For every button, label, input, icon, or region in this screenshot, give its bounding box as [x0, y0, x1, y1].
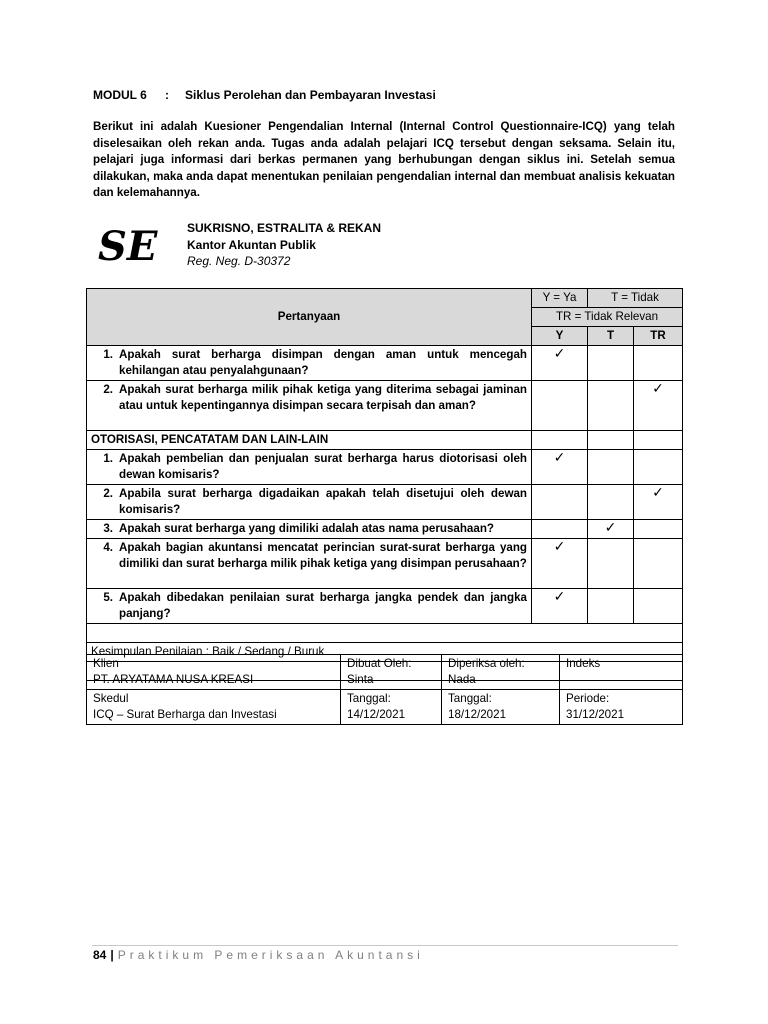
- question-text: Apakah dibedakan penilaian surat berharga jangka pendek dan jangka panjang?: [119, 591, 527, 620]
- question-row: [87, 485, 683, 520]
- reviewed-date-label: Tanggal:: [448, 692, 492, 705]
- firm-logo: [97, 222, 177, 270]
- prepared-date-label: Tanggal:: [347, 692, 391, 705]
- reviewed-by-value: Nada: [448, 673, 476, 686]
- question-text: Apakah surat berharga yang dimiliki adalah atas nama perusahaan?: [119, 522, 494, 535]
- index-label: Indeks: [566, 657, 601, 670]
- intro-paragraph: Berikut ini adalah Kuesioner Pengendalian Internal (Internal Control Questionnaire-ICQ) yang telah diselesaikan oleh rekan anda. Tugas anda adalah pelajari ICQ tersebut dengan seksama. Selain itu, pelajari juga informasi dari berkas permanen yang berhubungan dengan siklus ini. Setelah semua dilakukan, maka anda dapat menentukan penilaian pengendalian internal dan membuat analisis kekuatan dan kelemahannya.: [93, 120, 675, 199]
- question-text: Apabila surat berharga digadaikan apakah telah disetujui oleh dewan komisaris?: [119, 487, 527, 516]
- firm-type: Kantor Akuntan Publik: [187, 237, 316, 252]
- question-text: Apakah pembelian dan penjualan surat berharga harus diotorisasi oleh dewan komisaris?: [119, 452, 527, 481]
- module-title: Siklus Perolehan dan Pembayaran Investasi: [185, 88, 436, 102]
- page-footer: [93, 948, 424, 962]
- question-text: Apakah bagian akuntansi mencatat perincian surat-surat berharga yang dimiliki dan surat berharga milik pihak ketiga yang disimpan perusahaan?: [119, 541, 527, 570]
- question-text: Apakah surat berharga milik pihak ketiga yang diterima sebagai jaminan atau untuk kepentingannya disimpan secara terpisah dan aman?: [119, 383, 527, 412]
- conclusion-text: Kesimpulan Penilaian : Baik / Sedang / Buruk: [87, 643, 683, 662]
- firm-name: SUKRISNO, ESTRALITA & REKAN: [187, 221, 382, 235]
- reviewed-by-label: Diperiksa oleh:: [448, 657, 525, 670]
- reviewed-date-value: 18/12/2021: [448, 708, 507, 721]
- schedule-label: Skedul: [93, 692, 129, 705]
- firm-info: [187, 220, 381, 270]
- question-row: [87, 589, 683, 624]
- question-row: [87, 539, 683, 589]
- book-title: Praktikum Pemeriksaan Akuntansi: [117, 948, 424, 962]
- schedule-value: ICQ – Surat Berharga dan Investasi: [93, 708, 277, 721]
- period-value: 31/12/2021: [566, 708, 625, 721]
- question-number: 1.: [103, 452, 113, 465]
- question-number: 3.: [103, 522, 113, 535]
- question-text: Apakah surat berharga disimpan dengan aman untuk mencegah kehilangan atau penyalahgunaan?: [119, 348, 527, 377]
- check-mark-icon: ✓: [604, 519, 617, 535]
- col-header-t: T: [588, 327, 634, 346]
- question-column-header: Pertanyaan: [87, 289, 532, 346]
- legend-t: T = Tidak: [588, 289, 683, 308]
- prepared-date-value: 14/12/2021: [347, 708, 406, 721]
- prepared-by-value: Sinta: [347, 673, 374, 686]
- col-header-y: Y: [532, 327, 588, 346]
- legend-tr: TR = Tidak Relevan: [532, 308, 683, 327]
- page-number: 84: [93, 948, 107, 962]
- workpaper-footer-table: [86, 654, 683, 725]
- footer-separator: |: [110, 948, 114, 962]
- period-label: Periode:: [566, 692, 610, 705]
- client-label: Klien: [93, 657, 119, 670]
- check-mark-icon: ✓: [553, 449, 566, 465]
- module-separator: :: [165, 88, 169, 102]
- check-mark-icon: ✓: [652, 484, 664, 500]
- question-row: [87, 450, 683, 485]
- module-heading: [93, 88, 436, 102]
- footer-divider: [92, 945, 678, 946]
- question-number: 4.: [103, 541, 113, 554]
- check-mark-icon: ✓: [553, 345, 566, 361]
- module-label: MODUL 6: [93, 88, 147, 102]
- firm-reg-number: Reg. Neg. D-30372: [187, 254, 291, 268]
- icq-table: [86, 288, 683, 681]
- col-header-tr: TR: [634, 327, 683, 346]
- question-row: [87, 520, 683, 539]
- question-row: [87, 381, 683, 431]
- section-title: OTORISASI, PENCATATAM DAN LAIN-LAIN: [87, 431, 532, 450]
- question-number: 2.: [103, 487, 113, 500]
- question-number: 5.: [103, 591, 113, 604]
- legend-y: Y = Ya: [532, 289, 588, 308]
- prepared-by-label: Dibuat Oleh:: [347, 657, 412, 670]
- question-number: 1.: [103, 348, 113, 361]
- question-row: [87, 346, 683, 381]
- firm-logo-text: SE: [98, 223, 158, 270]
- check-mark-icon: ✓: [553, 538, 566, 554]
- blank-row: [87, 624, 683, 643]
- question-number: 2.: [103, 383, 113, 396]
- client-value: PT. ARYATAMA NUSA KREASI: [93, 673, 254, 686]
- check-mark-icon: ✓: [652, 380, 664, 396]
- check-mark-icon: ✓: [553, 588, 566, 604]
